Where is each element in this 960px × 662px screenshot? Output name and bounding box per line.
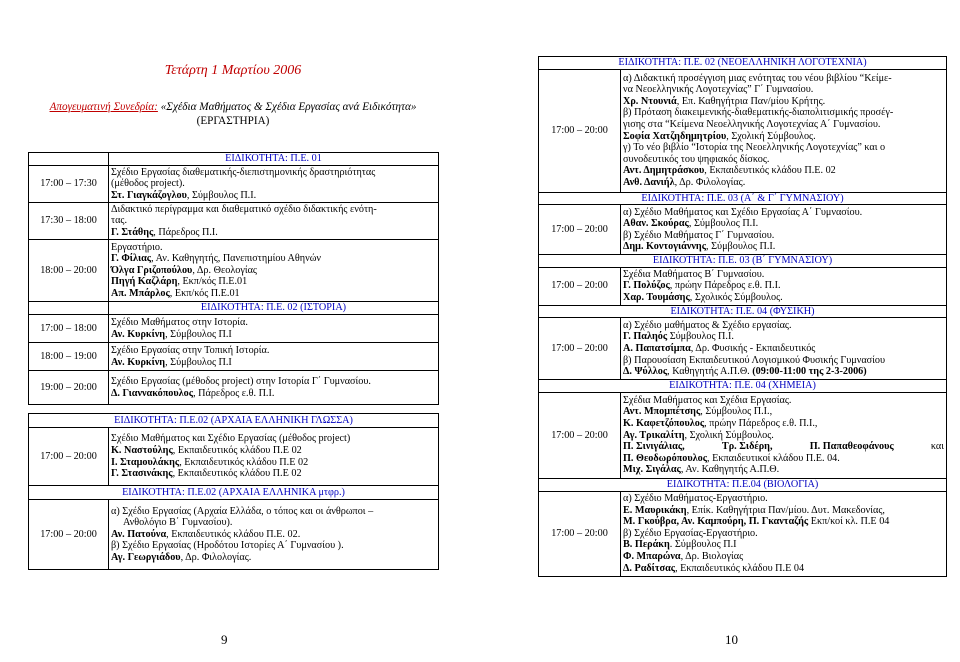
session-title <box>28 100 438 128</box>
presenter-line <box>623 406 944 418</box>
table-row <box>539 69 947 192</box>
presenter-line <box>111 529 436 541</box>
presenter-role: , Επ. Καθηγήτρια Παν/μίου Κρήτης. <box>676 95 826 107</box>
entry-line: Σχέδια Μαθήματος Β΄ Γυμνασίου. <box>623 268 765 280</box>
presenter-line <box>111 445 436 457</box>
presenter-line <box>623 453 944 465</box>
presenter-name: Γ. Στασινάκης <box>111 468 173 480</box>
presenter-role: , Εκπαιδευτικός κλάδου Π.Ε. 02 <box>704 165 836 177</box>
presenter-name: Π. Θεοδωρόπουλος <box>623 452 708 464</box>
presenter-line <box>623 430 944 442</box>
presenter-name: Κ. Καφετζόπουλος <box>623 418 705 430</box>
entry-line: β) Πρόταση διακειμενικής-διαθεματικής-διαπολιτισμικής προσέγ- <box>623 107 894 119</box>
entry-line: α) Σχέδιο Εργασίας (Αρχαία Ελλάδα, ο τόπος και οι άνθρωποι – <box>111 505 374 517</box>
time-slot: 17:00 – 20:00 <box>539 267 621 305</box>
time-slot: 18:00 – 19:00 <box>29 343 109 371</box>
table-row <box>29 166 439 203</box>
schedule-table <box>538 56 947 577</box>
table-row <box>29 343 439 371</box>
page-number: 10 <box>725 632 738 647</box>
presenter-name: Γ. Πολύζος <box>623 280 670 292</box>
presenter-role: , Σύμβουλος Π.Ι. <box>688 218 759 230</box>
table-row <box>29 371 439 405</box>
presenter-name: Αντ. Δημητράσκου <box>623 165 705 177</box>
presenter-role: , Δρ. Φυσικής - Εκπαιδευτικός <box>690 343 816 355</box>
presenter-name: Ε. Μαυρικάκη <box>623 504 687 516</box>
presenter-line <box>623 551 944 563</box>
presenter-name: Α. Παπατσίμπα <box>623 343 691 355</box>
table-row <box>29 203 439 240</box>
time-slot: 17:30 – 18:00 <box>29 203 109 240</box>
time-slot: 17:00 – 20:00 <box>539 205 621 255</box>
presenter-name: Όλγα Γριζοπούλου <box>111 264 193 276</box>
table-row <box>29 240 439 302</box>
entry-line: Διδακτικό περίγραμμα και διαθεματικό σχέδιο διδακτικής ενότη- <box>111 203 377 215</box>
presenter-name: Χαρ. Τουμάσης <box>623 292 690 304</box>
entry-line: β) Σχέδιο Μαθήματος Γ΄ Γυμνασίου. <box>623 229 775 241</box>
presenter-role: , Δρ. Φιλολογίας. <box>180 551 252 563</box>
presenter-role: , Εκπαιδευτικός κλάδου Π.Ε. 02. <box>166 528 301 540</box>
presenter-name: Δ. Ραδίτσας <box>623 562 676 574</box>
presenter-line <box>111 288 436 300</box>
presenter-line <box>111 357 436 369</box>
presenter-name: Αν. Κυρκίνη <box>111 356 166 368</box>
presenter-role: , Πάρεδρος ε.θ. Π.Ι. <box>193 387 275 399</box>
presenter-name: Σοφία Χατζηδημητρίου <box>623 130 727 142</box>
entry-line: Σχέδιο Μαθήματος και Σχέδιο Εργασίας (μέθοδος project) <box>111 433 351 445</box>
section-title: ΕΙΔΙΚΟΤΗΤΑ: Π.Ε. 02 (ΝΕΟΕΛΛΗΝΙΚΗ ΛΟΓΟΤΕΧΝΙΑ) <box>539 57 947 70</box>
entry-line: τας. <box>111 215 128 227</box>
entry-line: Εργαστήριο. <box>111 241 163 253</box>
presenter-name: Αν. Πατούνα <box>111 528 167 540</box>
presenter-role: , Δρ. Θεολογίας <box>192 264 257 276</box>
presenter-role: , Εκπαιδευτικός κλάδου Π.Ε 02 <box>172 468 302 480</box>
presenter-name: Ι. Σταμουλάκης <box>111 456 180 468</box>
presenter-line <box>111 265 436 277</box>
entry-line: Σχέδιο Μαθήματος στην Ιστορία. <box>111 316 248 328</box>
presenter-role: , Σύμβουλος Π.Ι <box>165 356 232 368</box>
presenter-line <box>623 563 944 575</box>
presenter-role: , πρώην Πάρεδρος ε.θ. Π.Ι., <box>704 418 818 430</box>
presenter-name: Απ. Μπάρλος <box>111 287 170 299</box>
presenter-role: , Εκπαιδευτικός κλάδου Π.Ε 02 <box>179 456 309 468</box>
table-row <box>29 500 439 570</box>
presenter-line <box>111 329 436 341</box>
section-title: ΕΙΔΙΚΟΤΗΤΑ: Π.Ε. 04 (ΦΥΣΙΚΗ) <box>539 305 947 318</box>
presenter-role: Εκπ/κοί κλ. Π.Ε 04 <box>808 516 890 528</box>
entry-line: β) Παρουσίαση Εκπαιδευτικού Λογισμικού Φυσικής Γυμνασίου <box>623 354 886 366</box>
presenter-line <box>623 218 944 230</box>
presenter-role: , Εκπ/κός Π.Ε.01 <box>177 276 248 288</box>
presenter-name: Γ. Παληός <box>623 331 668 343</box>
entry-line: Σχέδιο Εργασίας διαθεματικής-διεπιστημονικής δραστηριότητας <box>111 166 376 178</box>
presenter-name: Γ. Φίλιας <box>111 253 152 265</box>
time-slot: 18:00 – 20:00 <box>29 240 109 302</box>
presenter-role: , Αν. Καθηγητής, Πανεπιστημίου Αθηνών <box>151 253 322 265</box>
section-title: ΕΙΔΙΚΟΤΗΤΑ: Π.Ε. 02 (ΙΣΤΟΡΙΑ) <box>109 302 439 315</box>
presenter-role: , Σύμβουλος Π.Ι., <box>700 406 773 418</box>
entry-line: α) Διδακτική προσέγγιση μιας ενότητας του νέου βιβλίου “Κείμε- <box>623 72 892 84</box>
presenter-line <box>623 165 944 177</box>
entry-line: να Νεοελληνικής Λογοτεχνίας” Γ΄ Γυμνασίου. <box>623 84 814 96</box>
entry-line: (μέθοδος project). <box>111 178 185 190</box>
presenter-role: , Σχολική Σύμβουλος. <box>726 130 816 142</box>
presenter-name: Πηγή Καζλάρη <box>111 276 178 288</box>
presenter-line <box>623 177 944 189</box>
presenter-role: , Πάρεδρος Π.Ι. <box>153 226 218 238</box>
presenter-role: , Σύμβουλος Π.Ι. <box>706 241 776 253</box>
page-number: 9 <box>221 632 228 647</box>
time-slot: 17:00 – 20:00 <box>29 428 109 486</box>
table-row <box>539 392 947 478</box>
presenter-role: Σύμβουλος Π.Ι. <box>667 331 734 343</box>
session-time-note: (09:00-11:00 της 2-3-2006) <box>752 366 867 378</box>
entry-line: α) Σχέδιο Μαθήματος και Σχέδιο Εργασίας Α΄ Γυμνασίου. <box>623 206 863 218</box>
table-row <box>539 318 947 380</box>
presenter-line <box>623 131 944 143</box>
entry-line: β) Σχέδιο Εργασίας (Ηροδότου Ιστορίες Α΄ Γυμνασίου ). <box>111 540 344 552</box>
presenter-line <box>623 343 944 355</box>
presenter-role: , Σχολική Σύμβουλος. <box>684 429 774 441</box>
table-row <box>29 428 439 486</box>
time-slot: 17:00 – 20:00 <box>539 318 621 380</box>
table-row <box>539 491 947 576</box>
presenter-name: Μ. Γκούβρα, Αν. Καμπούρη, Π. Γκανταζής <box>623 516 809 528</box>
presenter-line <box>623 539 944 551</box>
section-title: ΕΙΔΙΚΟΤΗΤΑ: Π.Ε.02 (ΑΡΧΑΙΑ ΕΛΛΗΝΙΚΗ ΓΛΩΣΣΑ) <box>29 414 439 428</box>
presenter-role: , Σύμβουλος Π.Ι <box>165 328 232 340</box>
session-label: Απογευματινή Συνεδρία: <box>49 101 158 113</box>
table-row <box>539 205 947 255</box>
presenter-name: Β. Περάκη <box>623 539 670 551</box>
presenter-line <box>111 457 436 469</box>
schedule-table-a <box>28 152 439 405</box>
conjunction: και <box>930 441 945 453</box>
presenter-role: , Σύμβουλος Π.Ι. <box>186 189 257 201</box>
table-row <box>29 315 439 343</box>
presenter-name: Γ. Στάθης <box>111 226 154 238</box>
presenter-name: Ανθ. Δανιήλ <box>623 176 675 188</box>
presenter-role: , Εκπαιδευτικοί κλάδου Π.Ε. 04. <box>707 452 840 464</box>
presenter-line <box>111 388 436 400</box>
presenter-name: Χρ. Ντουνιά <box>623 95 677 107</box>
presenter-role: , Εκπαιδευτικός κλάδου Π.Ε 04 <box>675 562 805 574</box>
presenter-role: , Εκπαιδευτικός κλάδου Π.Ε 02 <box>172 444 302 456</box>
presenter-line <box>111 227 436 239</box>
presenter-name: Στ. Γιαγκάζογλου <box>111 189 187 201</box>
presenter-role: . Σύμβουλος Π.Ι <box>669 539 737 551</box>
presenter-name: Π. Σινιγάλιας, <box>623 441 685 453</box>
entry-line: συνοδευτικός του ψηφιακός δίσκος. <box>623 153 770 165</box>
presenter-name: Δ. Γιαννακόπουλος <box>111 387 194 399</box>
time-slot: 17:00 – 20:00 <box>539 491 621 576</box>
presenter-role: , Αν. Καθηγητής Α.Π.Θ. <box>680 464 780 476</box>
presenter-name: Αθαν. Σκούρας <box>623 218 689 230</box>
entry-line: α) Σχέδιο μαθήματος & Σχέδιο εργασίας. <box>623 319 792 331</box>
entry-line: Σχέδιο Εργασίας (μέθοδος project) στην Ιστορία Γ΄ Γυμνασίου. <box>111 375 371 387</box>
presenter-name: Κ. Ναστούλης <box>111 444 173 456</box>
presenter-line <box>623 96 944 108</box>
presenter-name: Αγ. Γεωργιάδου <box>111 551 181 563</box>
section-title: ΕΙΔΙΚΟΤΗΤΑ: Π.Ε. 04 (ΧΗΜΕΙΑ) <box>539 380 947 393</box>
presenter-name: Τρ. Σιδέρη, <box>721 441 773 453</box>
presenter-name: Δημ. Κοντογιάννης <box>623 241 707 253</box>
presenter-name: Μιχ. Σιγάλας <box>623 464 681 476</box>
presenter-line <box>623 241 944 253</box>
entry-line: β) Σχέδιο Εργασίας-Εργαστήριο. <box>623 527 758 539</box>
entry-line: Σχέδια Μαθήματος και Σχέδια Εργασίας. <box>623 394 792 406</box>
section-title: ΕΙΔΙΚΟΤΗΤΑ: Π.Ε.04 (ΒΙΟΛΟΓΙΑ) <box>539 478 947 491</box>
time-slot: 17:00 – 18:00 <box>29 315 109 343</box>
section-title: ΕΙΔΙΚΟΤΗΤΑ: Π.Ε. 03 (Β΄ ΓΥΜΝΑΣΙΟΥ) <box>539 255 947 268</box>
presenter-name: Αγ. Τρικαλίτη <box>623 429 685 441</box>
date-title: Τετάρτη 1 Μαρτίου 2006 <box>164 63 302 78</box>
presenter-line <box>623 441 944 453</box>
presenter-line <box>623 505 944 517</box>
entry-line: γισης στα “Κείμενα Νεοελληνικής Λογοτεχνίας Α΄ Γυμνασίου. <box>623 119 881 130</box>
time-slot: 19:00 – 20:00 <box>29 371 109 405</box>
entry-line: Σχέδιο Εργασίας στην Τοπική Ιστορία. <box>111 344 270 356</box>
time-slot: 17:00 – 17:30 <box>29 166 109 203</box>
presenter-name: Π. Παπαθεοφάνους <box>809 441 894 453</box>
presenter-line <box>111 253 436 265</box>
presenter-role: , Καθηγητής Α.Π.Θ. <box>667 366 753 378</box>
presenter-line <box>623 464 944 476</box>
presenter-line <box>111 276 436 288</box>
session-name: «Σχέδια Μαθήματος & Σχέδια Εργασίας ανά Ειδικότητα» <box>157 101 417 113</box>
time-slot: 17:00 – 20:00 <box>539 69 621 192</box>
presenter-line <box>111 190 436 202</box>
presenter-role: , πρώην Πάρεδρος ε.θ. Π.Ι. <box>669 280 781 292</box>
presenter-role: , Σχολικός Σύμβουλος. <box>689 292 783 304</box>
entry-line: α) Σχέδιο Μαθήματος-Εργαστήριο. <box>623 492 768 504</box>
presenter-role: , Δρ. Φιλολογίας. <box>674 176 746 188</box>
presenter-line <box>623 516 944 528</box>
time-slot: 17:00 – 20:00 <box>539 392 621 478</box>
presenter-line <box>623 418 944 430</box>
section-title: ΕΙΔΙΚΟΤΗΤΑ: Π.Ε. 03 (Α΄ & Γ΄ ΓΥΜΝΑΣΙΟΥ) <box>539 192 947 205</box>
schedule-table-b <box>28 413 439 570</box>
presenter-line <box>623 292 944 304</box>
presenter-line <box>623 280 944 292</box>
presenter-line <box>623 331 944 343</box>
presenter-role: , Εκπ/κός Π.Ε.01 <box>169 287 240 299</box>
entry-line: γ) Το νέο βιβλίο “Ιστορία της Νεοελληνικής Λογοτεχνίας” και ο <box>623 142 886 154</box>
table-row <box>539 267 947 305</box>
presenter-role: , Δρ. Βιολογίας <box>680 550 744 562</box>
workshop-label: (ΕΡΓΑΣΤΗΡΙΑ) <box>196 115 270 127</box>
presenter-name: Αν. Κυρκίνη <box>111 328 166 340</box>
presenter-role: , Επίκ. Καθηγήτρια Παν/μίου. Δυτ. Μακεδονίας, <box>686 504 885 516</box>
presenter-line <box>111 552 436 564</box>
presenter-line <box>623 366 944 378</box>
presenter-name: Δ. Ψύλλος <box>623 366 668 378</box>
entry-line: Ανθολόγιο Β΄ Γυμνασίου). <box>123 517 233 529</box>
presenter-line <box>111 468 436 480</box>
presenter-name: Αντ. Μπομπέτσης <box>623 406 701 418</box>
section-title: ΕΙΔΙΚΟΤΗΤΑ: Π.Ε.02 (ΑΡΧΑΙΑ ΕΛΛΗΝΙΚΑ μτφρ.) <box>29 486 439 500</box>
section-title: ΕΙΔΙΚΟΤΗΤΑ: Π.Ε. 01 <box>109 153 439 166</box>
presenter-name: Φ. Μπαρώνα <box>623 550 681 562</box>
time-slot: 17:00 – 20:00 <box>29 500 109 570</box>
